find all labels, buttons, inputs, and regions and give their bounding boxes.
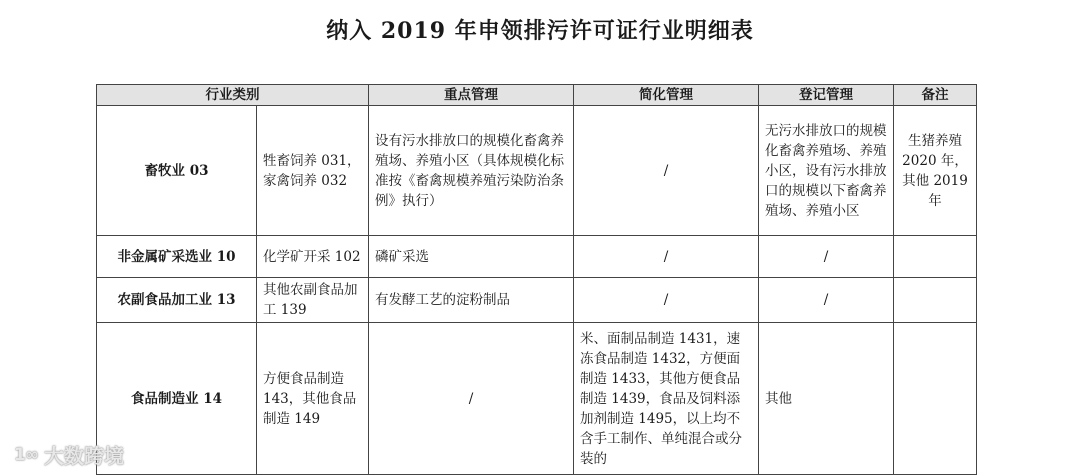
simplified-management-cell: /: [574, 278, 759, 323]
subcategory-cell: 牲畜饲养 031，家禽饲养 032: [257, 106, 369, 236]
register-management-cell: 其他: [759, 323, 894, 475]
table-row: [97, 106, 977, 236]
header-key-management: 重点管理: [369, 85, 574, 106]
simplified-management-cell: /: [574, 236, 759, 278]
note-cell: [894, 278, 977, 323]
note-cell: 生猪养殖 2020 年，其他 2019 年: [894, 106, 977, 236]
subcategory-cell: 其他农副食品加工 139: [257, 278, 369, 323]
category-cell: 畜牧业 03: [97, 106, 257, 236]
industry-table: [96, 84, 977, 475]
register-management-cell: /: [759, 236, 894, 278]
table-row: [97, 236, 977, 278]
watermark: [14, 440, 124, 469]
key-management-cell: 设有污水排放口的规模化畜禽养殖场、养殖小区（具体规模化标准按《畜禽规模养殖污染防治条例》执行）: [369, 106, 574, 236]
category-cell: 农副食品加工业 13: [97, 278, 257, 323]
register-management-cell: 无污水排放口的规模化畜禽养殖场、养殖小区，设有污水排放口的规模以下畜禽养殖场、养殖小区: [759, 106, 894, 236]
watermark-text: 大数跨境: [44, 444, 124, 468]
table-header-row: [97, 85, 977, 106]
header-note: 备注: [894, 85, 977, 106]
register-management-cell: /: [759, 278, 894, 323]
subcategory-cell: 化学矿开采 102: [257, 236, 369, 278]
table-row: [97, 323, 977, 475]
header-industry-category: 行业类别: [97, 85, 369, 106]
page-title: 纳入 2019 年申领排污许可证行业明细表: [326, 18, 754, 44]
subcategory-cell: 方便食品制造 143，其他食品制造 149: [257, 323, 369, 475]
simplified-management-cell: /: [574, 106, 759, 236]
simplified-management-cell: 米、面制品制造 1431，速冻食品制造 1432，方便面制造 1433，其他方便食品制造 1439，食品及饲料添加剂制造 1495，以上均不含手工制作、单纯混合或分装的: [574, 323, 759, 475]
key-management-cell: 有发酵工艺的淀粉制品: [369, 278, 574, 323]
key-management-cell: /: [369, 323, 574, 475]
note-cell: [894, 236, 977, 278]
watermark-logo-icon: 1∞: [14, 444, 38, 465]
table-row: [97, 278, 977, 323]
header-register-management: 登记管理: [759, 85, 894, 106]
key-management-cell: 磷矿采选: [369, 236, 574, 278]
category-cell: 食品制造业 14: [97, 323, 257, 475]
category-cell: 非金属矿采选业 10: [97, 236, 257, 278]
note-cell: [894, 323, 977, 475]
header-simplified-management: 简化管理: [574, 85, 759, 106]
